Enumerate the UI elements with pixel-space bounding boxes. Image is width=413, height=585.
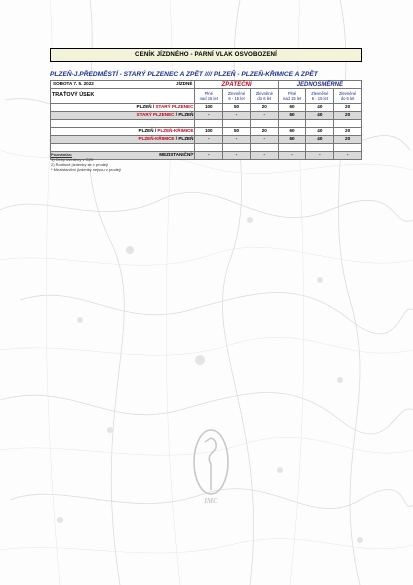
fare-value: - — [223, 152, 251, 160]
fare-value: - — [278, 152, 306, 160]
note-line: * Mezistaniční jízdenky nejsou v prodeji — [51, 167, 121, 172]
fare-value: - — [334, 152, 362, 160]
fare-value: - — [195, 152, 223, 160]
table-spacer — [51, 144, 362, 152]
col-header: Plné nad 15 let — [195, 89, 223, 104]
routes-subtitle: PLZEŇ-J.PŘEDMĚSTÍ - STARÝ PLZENEC A ZPĚT //// PLZEŇ - PLZEŇ-KŘIMICE A ZPĚT — [50, 71, 318, 78]
note-line: 1) Ceny uvedeny v CZK — [51, 157, 94, 162]
note-line: 2) Rodinné jízdenky se v prodeji — [51, 162, 108, 167]
fare-value: - — [250, 136, 278, 144]
fare-value: 50 — [223, 128, 251, 136]
fare-value: - — [195, 112, 223, 120]
header-row-groups — [51, 81, 362, 89]
fare-value: 60 — [278, 104, 306, 112]
fare-value: - — [223, 112, 251, 120]
fare-value: 20 — [334, 104, 362, 112]
fare-value: 20 — [334, 112, 362, 120]
table-spacer — [51, 120, 362, 128]
fare-value: 40 — [306, 112, 334, 120]
col-header: Zlevněné 6 - 15 let — [223, 89, 251, 104]
header-date-cell — [51, 81, 195, 89]
fare-value: 50 — [223, 104, 251, 112]
fare-table — [50, 80, 362, 160]
col-header: Zlevněné do 6 let — [250, 89, 278, 104]
fare-value: 100 — [195, 128, 223, 136]
logo-text: IMC — [204, 497, 218, 505]
col-header: Zlevněné 6 - 15 let — [306, 89, 334, 104]
table-row — [51, 104, 362, 112]
fare-label: JÍZDNÉ — [176, 81, 193, 87]
fare-value: - — [195, 136, 223, 144]
fare-value: - — [250, 152, 278, 160]
intermediate-label: MEZISTANIČNÍ* — [51, 152, 195, 160]
notes — [51, 152, 121, 172]
route-cell: PLZEŇ / PLZEŇ-KŘIMICE — [51, 128, 195, 136]
fare-value: 20 — [334, 128, 362, 136]
fare-value: - — [223, 136, 251, 144]
route-cell: STARÝ PLZENEC / PLZEŇ — [51, 112, 195, 120]
fare-value: 40 — [306, 104, 334, 112]
table-row — [51, 128, 362, 136]
fare-value: 40 — [306, 128, 334, 136]
table-row — [51, 136, 362, 144]
group-header-return: ZPÁTEČNÍ — [195, 81, 278, 89]
fare-value: 20 — [250, 128, 278, 136]
fare-value: - — [306, 152, 334, 160]
fare-value: 100 — [195, 104, 223, 112]
document-title: CENÍK JÍZDNÉHO - PARNÍ VLAK OSVOBOZENÍ — [50, 48, 362, 62]
fare-value: 20 — [250, 104, 278, 112]
notes-heading: Poznámka: — [51, 152, 73, 157]
fare-value: 20 — [334, 136, 362, 144]
col-header: Plné nad 15 let — [278, 89, 306, 104]
col-header: Zlevněné do 6 let — [334, 89, 362, 104]
fare-value: 60 — [278, 128, 306, 136]
table-row — [51, 112, 362, 120]
route-cell: PLZEŇ-KŘIMICE / PLZEŇ — [51, 136, 195, 144]
date-label: SOBOTA 7. 5. 2022 — [53, 81, 94, 87]
fare-value: 60 — [278, 136, 306, 144]
group-header-one-way: JEDNOSMĚRNÉ — [278, 81, 361, 89]
imc-logo-icon — [191, 428, 231, 508]
fare-value: 40 — [306, 136, 334, 144]
route-cell: PLZEŇ / STARÝ PLZENEC — [51, 104, 195, 112]
route-section-label: TRAŤOVÝ ÚSEK — [51, 89, 195, 104]
fare-value: 60 — [278, 112, 306, 120]
fare-value: - — [250, 112, 278, 120]
